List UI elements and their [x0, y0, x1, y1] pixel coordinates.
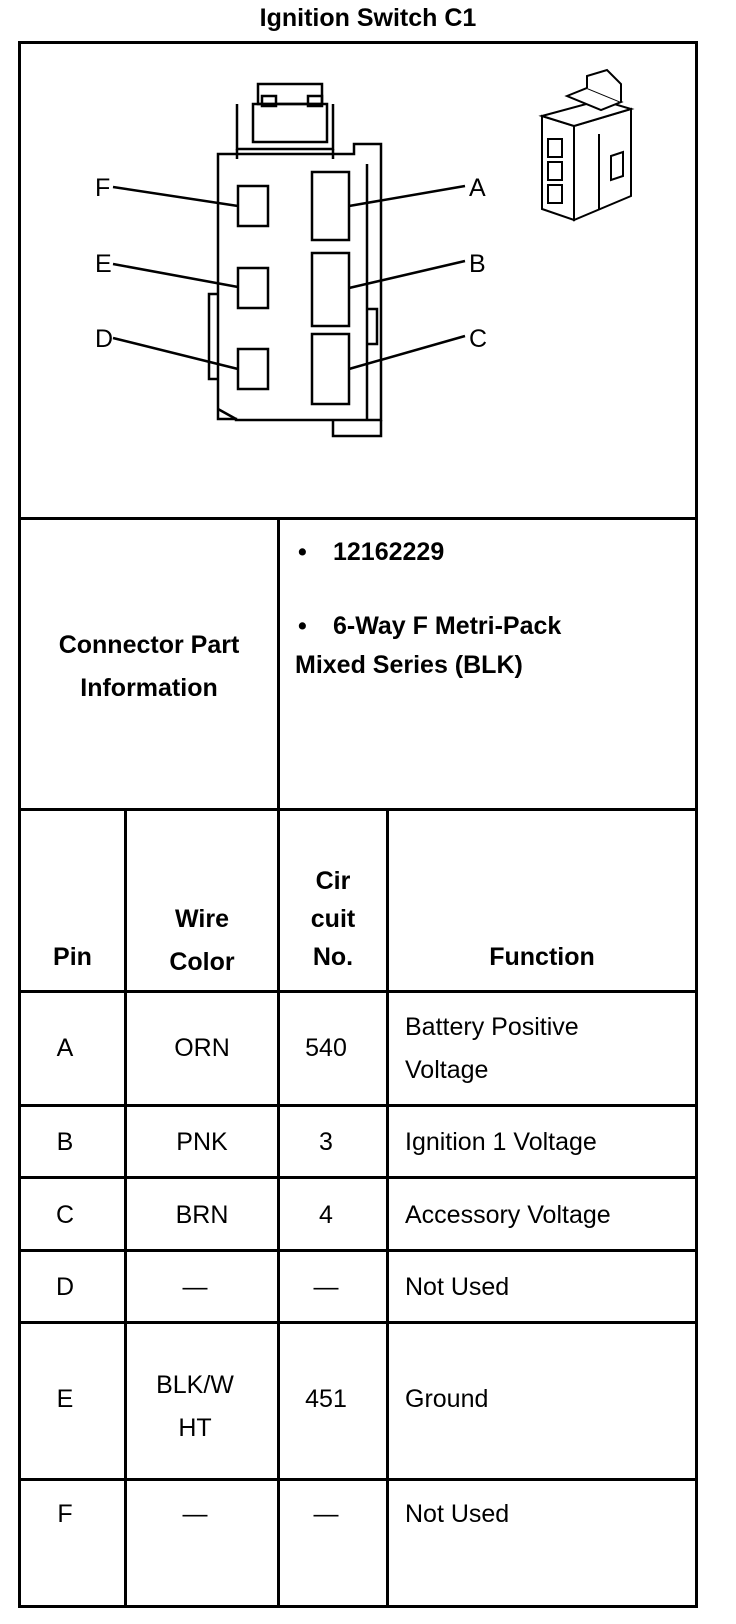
divider-row-c — [18, 1249, 698, 1252]
row-a-circuit: 540 — [305, 1034, 347, 1062]
row-a-wire: ORN — [174, 1034, 230, 1062]
divider-row-d — [18, 1321, 698, 1324]
row-d-wire: — — [182, 1273, 208, 1301]
row-b-pin: B — [56, 1128, 74, 1156]
row-d-pin: D — [55, 1273, 75, 1301]
connector-info-label — [21, 624, 277, 710]
row-b-wire: PNK — [176, 1128, 228, 1156]
connector-diagram — [21, 44, 695, 522]
connector-info-label-line2: Information — [80, 674, 218, 702]
header-function: Function — [489, 943, 595, 971]
header-circuit-line3: No. — [312, 943, 354, 971]
row-e-function: Ground — [405, 1385, 489, 1413]
pin-label-e: E — [95, 250, 112, 278]
row-a-pin: A — [56, 1034, 74, 1062]
bullet-icon: • — [298, 612, 307, 640]
divider-row-b — [18, 1176, 698, 1179]
connector-info-label-line1: Connector Part — [58, 631, 240, 659]
row-a-function-line2: Voltage — [405, 1056, 489, 1084]
divider-info — [277, 517, 280, 809]
row-d-circuit: — — [313, 1273, 339, 1301]
header-wire-line2: Color — [169, 948, 235, 976]
row-a-function-line1: Battery Positive — [405, 1013, 579, 1041]
header-wire-line1: Wire — [175, 905, 229, 933]
divider-row-a — [18, 1104, 698, 1107]
row-f-pin: F — [57, 1500, 73, 1528]
row-c-function: Accessory Voltage — [405, 1201, 611, 1229]
row-f-function: Not Used — [405, 1500, 510, 1528]
row-d-function: Not Used — [405, 1273, 510, 1301]
pin-label-a: A — [469, 174, 486, 202]
row-b-function: Ignition 1 Voltage — [405, 1128, 597, 1156]
divider-row-e — [18, 1478, 698, 1481]
row-b-circuit: 3 — [319, 1128, 333, 1156]
row-e-circuit: 451 — [305, 1385, 347, 1413]
header-circuit-no — [280, 862, 386, 976]
row-e-wire-line2: HT — [178, 1414, 212, 1442]
pin-label-b: B — [469, 250, 486, 278]
divider-info-bottom — [18, 808, 698, 811]
header-wire-color — [127, 898, 277, 984]
part-number: 12162229 — [333, 538, 445, 566]
row-c-wire: BRN — [175, 1201, 229, 1229]
row-e-wire — [127, 1364, 263, 1450]
row-c-circuit: 4 — [319, 1201, 333, 1229]
header-circuit-line1: Cir — [315, 867, 351, 895]
header-circuit-line2: cuit — [310, 905, 356, 933]
pin-label-c: C — [469, 325, 488, 353]
row-c-pin: C — [55, 1201, 75, 1229]
connector-description-line2: Mixed Series (BLK) — [295, 651, 523, 679]
page-title: Ignition Switch C1 — [259, 4, 477, 32]
header-pin: Pin — [53, 943, 92, 971]
bullet-icon: • — [298, 538, 307, 566]
connector-description-line1: 6-Way F Metri-Pack — [333, 612, 562, 640]
row-e-wire-line1: BLK/W — [156, 1371, 234, 1399]
row-a-function — [405, 1006, 695, 1092]
pin-label-d: D — [95, 325, 114, 353]
divider-col3 — [386, 808, 389, 1608]
row-e-pin: E — [56, 1385, 74, 1413]
row-f-wire: — — [182, 1500, 208, 1528]
divider-header — [18, 990, 698, 993]
pin-label-f: F — [95, 174, 111, 202]
divider-diagram — [18, 517, 698, 520]
row-f-circuit: — — [313, 1500, 339, 1528]
